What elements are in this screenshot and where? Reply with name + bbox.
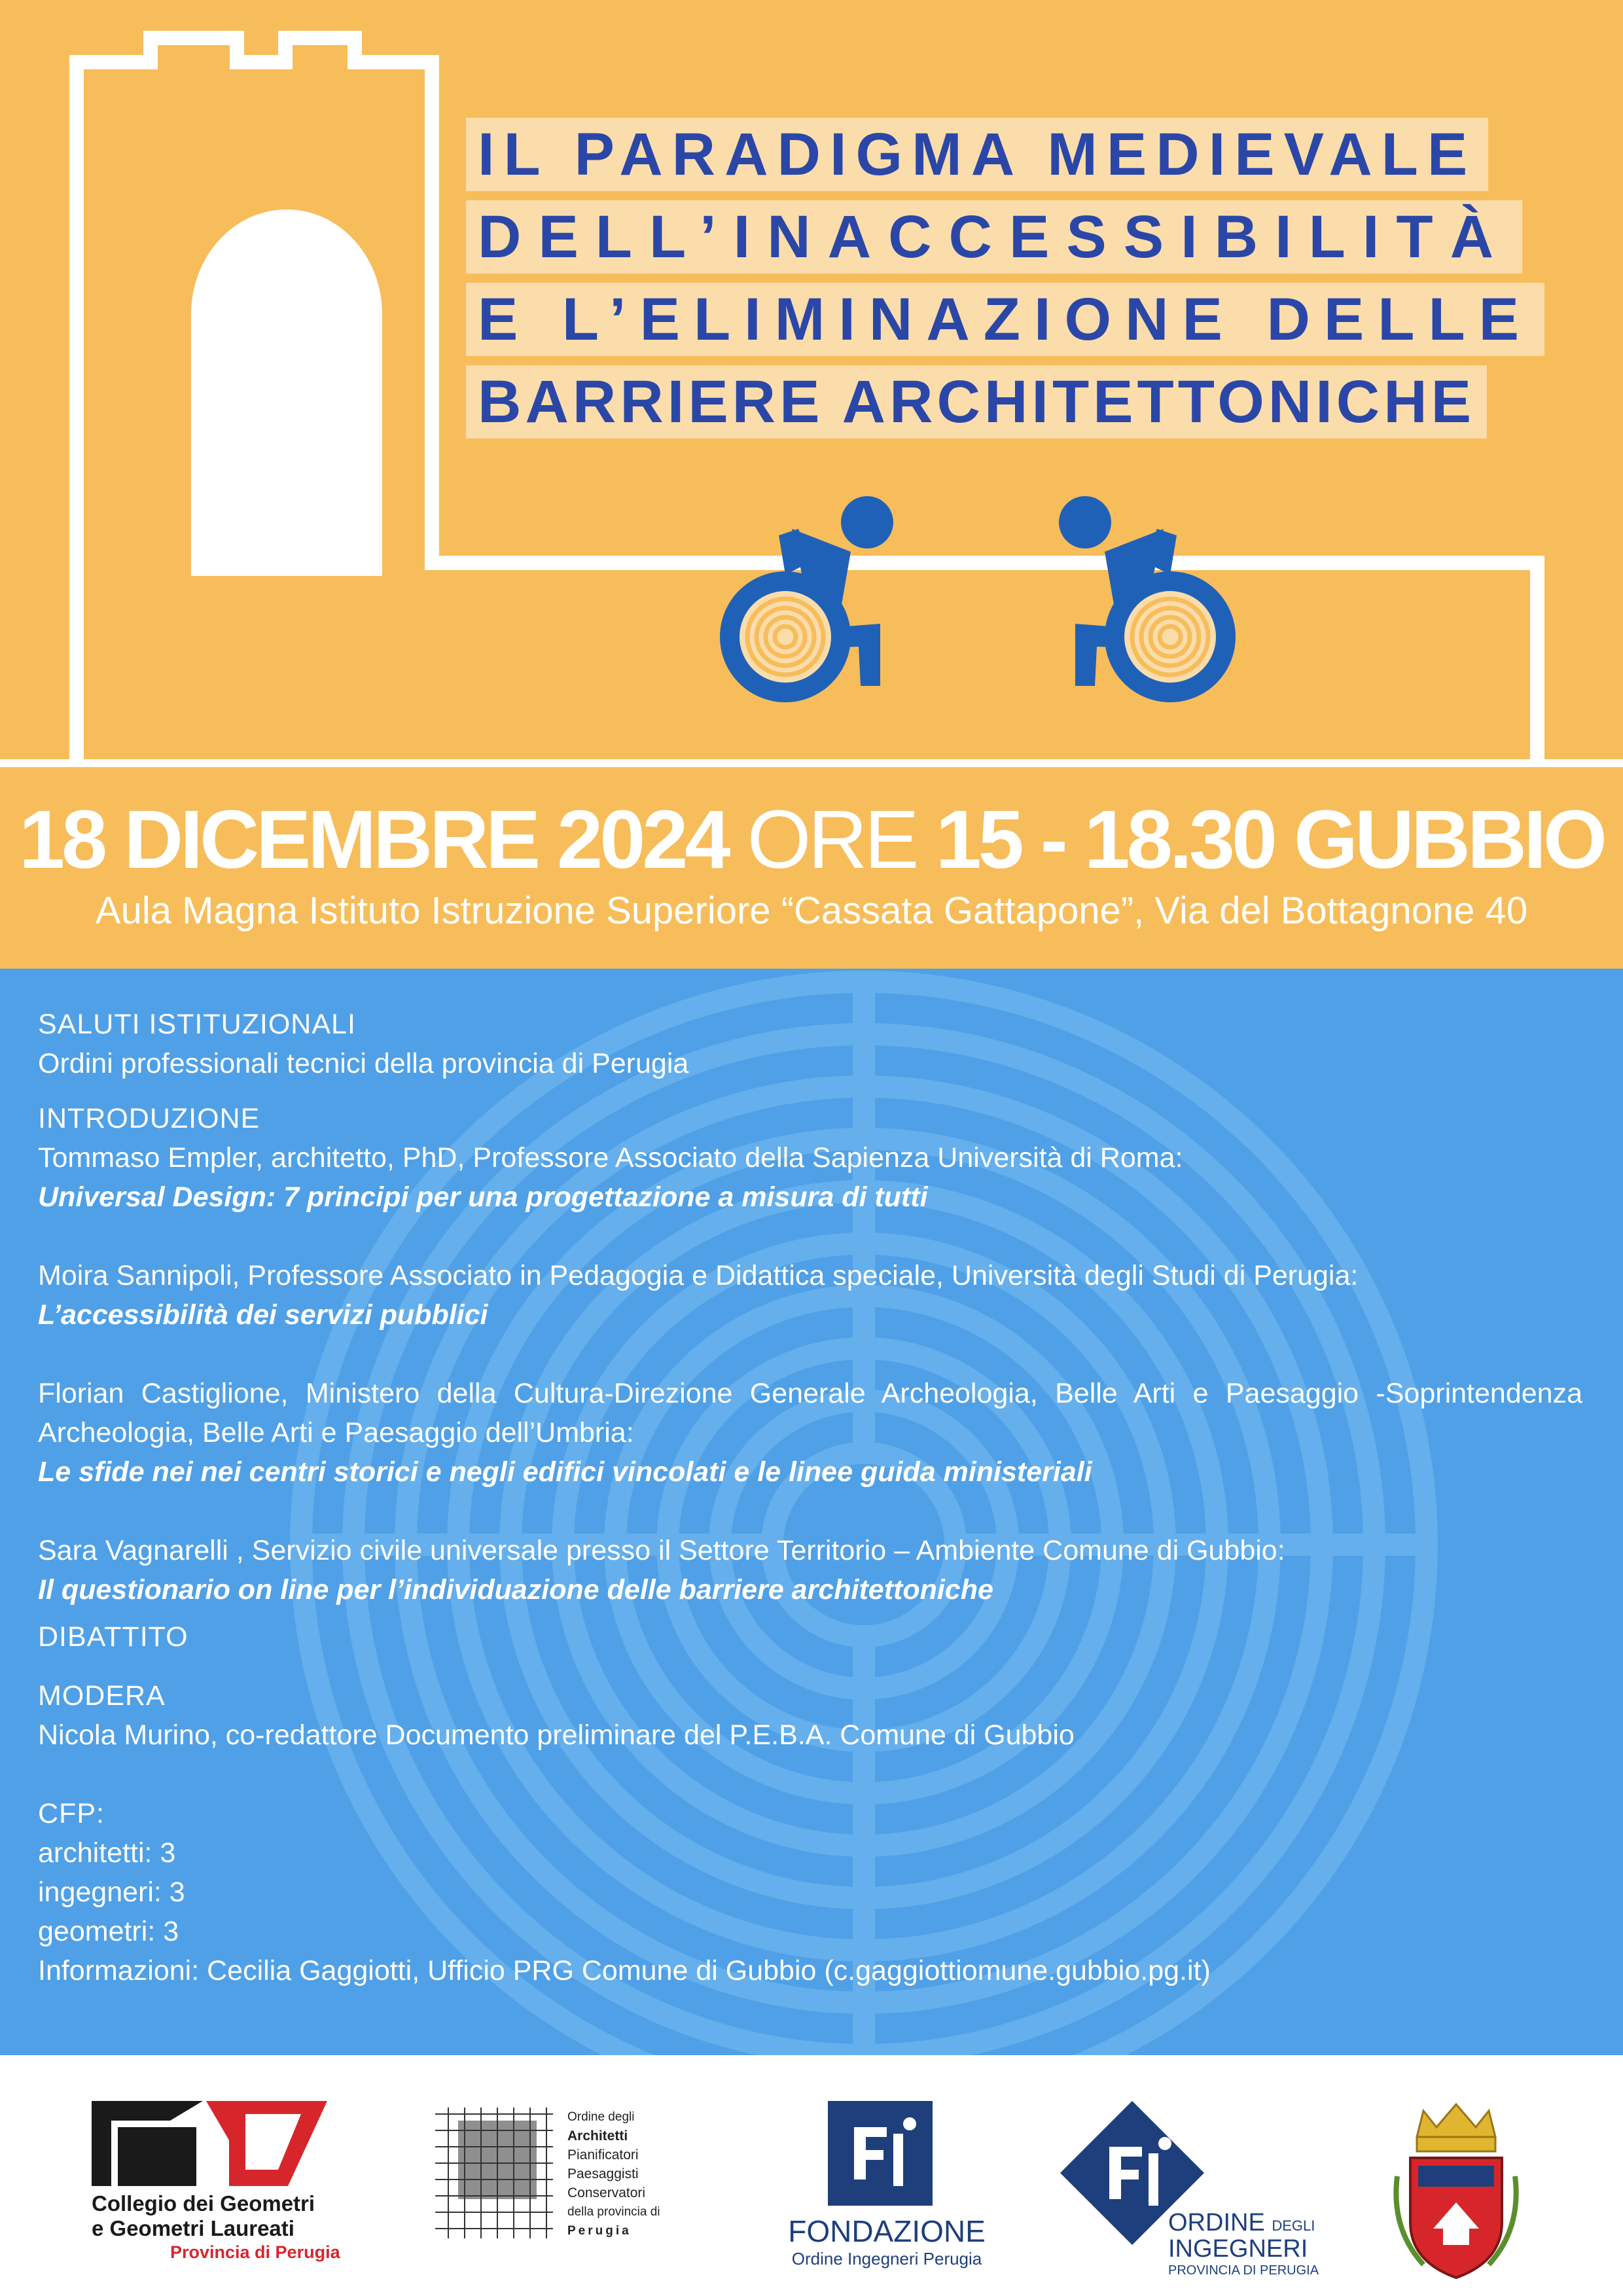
architetti-line-3: Pianificatori bbox=[567, 2147, 639, 2162]
cfp-ingegneri: ingegneri: 3 bbox=[38, 1876, 185, 1908]
fondazione-mark-icon bbox=[828, 2101, 933, 2206]
logo-ordine-ingegneri bbox=[1060, 2101, 1335, 2278]
talk-4-speaker: Sara Vagnarelli , Servizio civile universale presso il Settore Territorio – Ambiente Comune di Gubbio: bbox=[38, 1535, 1285, 1566]
gubbio-coat-of-arms-icon bbox=[1384, 2098, 1528, 2287]
fondazione-subtitle: Ordine Ingegneri Perugia bbox=[791, 2249, 982, 2269]
title-line-3: E L’ELIMINAZIONE DELLE bbox=[466, 283, 1544, 356]
cfp-geometri: geometri: 3 bbox=[38, 1916, 179, 1947]
ingegneri-name: INGEGNERI bbox=[1168, 2235, 1308, 2263]
ingegneri-ordine-word: ORDINE bbox=[1168, 2209, 1265, 2236]
fondazione-name: FONDAZIONE bbox=[788, 2214, 986, 2248]
talk-3-speaker: Florian Castiglione, Ministero della Cultura-Direzione Generale Archeologia, Belle Arti e Paesaggio -Soprintendenza Archeologia, Belle Arti e Paesaggio dell’Umbria: bbox=[38, 1378, 1582, 1448]
architetti-line-4: Paesaggisti bbox=[567, 2166, 639, 2181]
architetti-line-7: Perugia bbox=[567, 2224, 632, 2238]
modera-heading: MODERA bbox=[38, 1680, 166, 1712]
geometri-mark-icon bbox=[92, 2101, 327, 2186]
event-ore-label: ORE bbox=[747, 793, 916, 886]
event-date: 18 DICEMBRE 2024 bbox=[18, 793, 728, 886]
logo-collegio-geometri bbox=[92, 2101, 340, 2278]
ingegneri-province: PROVINCIA DI PERUGIA bbox=[1168, 2263, 1319, 2278]
title-line-1: IL PARADIGMA MEDIEVALE bbox=[466, 118, 1488, 191]
logo-ordine-architetti bbox=[422, 2101, 704, 2251]
event-title bbox=[466, 118, 1539, 448]
saluti-text: Ordini professionali tecnici della provincia di Perugia bbox=[38, 1048, 689, 1079]
architetti-text bbox=[567, 2108, 660, 2240]
cfp-heading: CFP: bbox=[38, 1798, 105, 1829]
event-date-line bbox=[0, 791, 1623, 889]
introduzione-heading: INTRODUZIONE bbox=[38, 1103, 260, 1134]
wheelchair-left-icon bbox=[713, 490, 910, 706]
talk-2-title: L’accessibilità dei servizi pubblici bbox=[38, 1299, 488, 1331]
architetti-line-5: Conservatori bbox=[567, 2185, 646, 2200]
saluti-heading: SALUTI ISTITUZIONALI bbox=[38, 1009, 356, 1040]
logo-fondazione-ingegneri bbox=[772, 2101, 1008, 2271]
cfp-architetti: architetti: 3 bbox=[38, 1837, 176, 1869]
wheelchair-right-icon bbox=[1046, 490, 1242, 706]
info-text: Informazioni: Cecilia Gaggiotti, Ufficio PRG Comune di Gubbio (c.gaggiottiomune.gubbio.pg.it) bbox=[38, 1955, 1211, 1986]
geometri-name-1: Collegio dei Geometri bbox=[92, 2191, 315, 2215]
ingegneri-degli-word: DEGLI bbox=[1272, 2217, 1315, 2234]
talk-3-title: Le sfide nei nei centri storici e negli edifici vincolati e le linee guida ministeriali bbox=[38, 1456, 1092, 1488]
dibattito-heading: DIBATTITO bbox=[38, 1621, 188, 1653]
logo-comune-gubbio bbox=[1384, 2098, 1528, 2287]
talk-1-speaker: Tommaso Empler, architetto, PhD, Professore Associato della Sapienza Università di Roma: bbox=[38, 1142, 1183, 1174]
geometri-province: Provincia di Perugia bbox=[170, 2242, 340, 2262]
architetti-line-6: della provincia di bbox=[567, 2205, 660, 2219]
program bbox=[38, 1005, 1582, 1990]
title-line-2: DELL’INACCESSIBILITÀ bbox=[466, 200, 1522, 274]
event-city: GUBBIO bbox=[1294, 793, 1605, 886]
title-line-4: BARRIERE ARCHITETTONICHE bbox=[466, 365, 1487, 439]
talk-1-title: Universal Design: 7 principi per una progettazione a misura di tutti bbox=[38, 1181, 928, 1213]
geometri-name-2: e Geometri Laureati bbox=[92, 2216, 294, 2240]
event-time: 15 - 18.30 bbox=[935, 793, 1274, 886]
talk-4-title: Il questionario on line per l’individuazione delle barriere architettoniche bbox=[38, 1574, 993, 1605]
architetti-line-2: Architetti bbox=[567, 2128, 628, 2144]
modera-text: Nicola Murino, co-redattore Documento preliminare del P.E.B.A. Comune di Gubbio bbox=[38, 1719, 1075, 1751]
event-venue: Aula Magna Istituto Istruzione Superiore “Cassata Gattapone”, Via del Bottagnone 40 bbox=[95, 889, 1528, 932]
tower-door-arch bbox=[191, 209, 382, 576]
architetti-line-1: Ordine degli bbox=[567, 2110, 635, 2124]
architetti-grid-icon bbox=[422, 2101, 560, 2245]
ingegneri-ordine bbox=[1168, 2209, 1315, 2237]
talk-2-speaker: Moira Sannipoli, Professore Associato in Pedagogia e Didattica speciale, Università degli Studi di Perugia: bbox=[38, 1260, 1359, 1291]
logos-footer bbox=[0, 2055, 1623, 2296]
